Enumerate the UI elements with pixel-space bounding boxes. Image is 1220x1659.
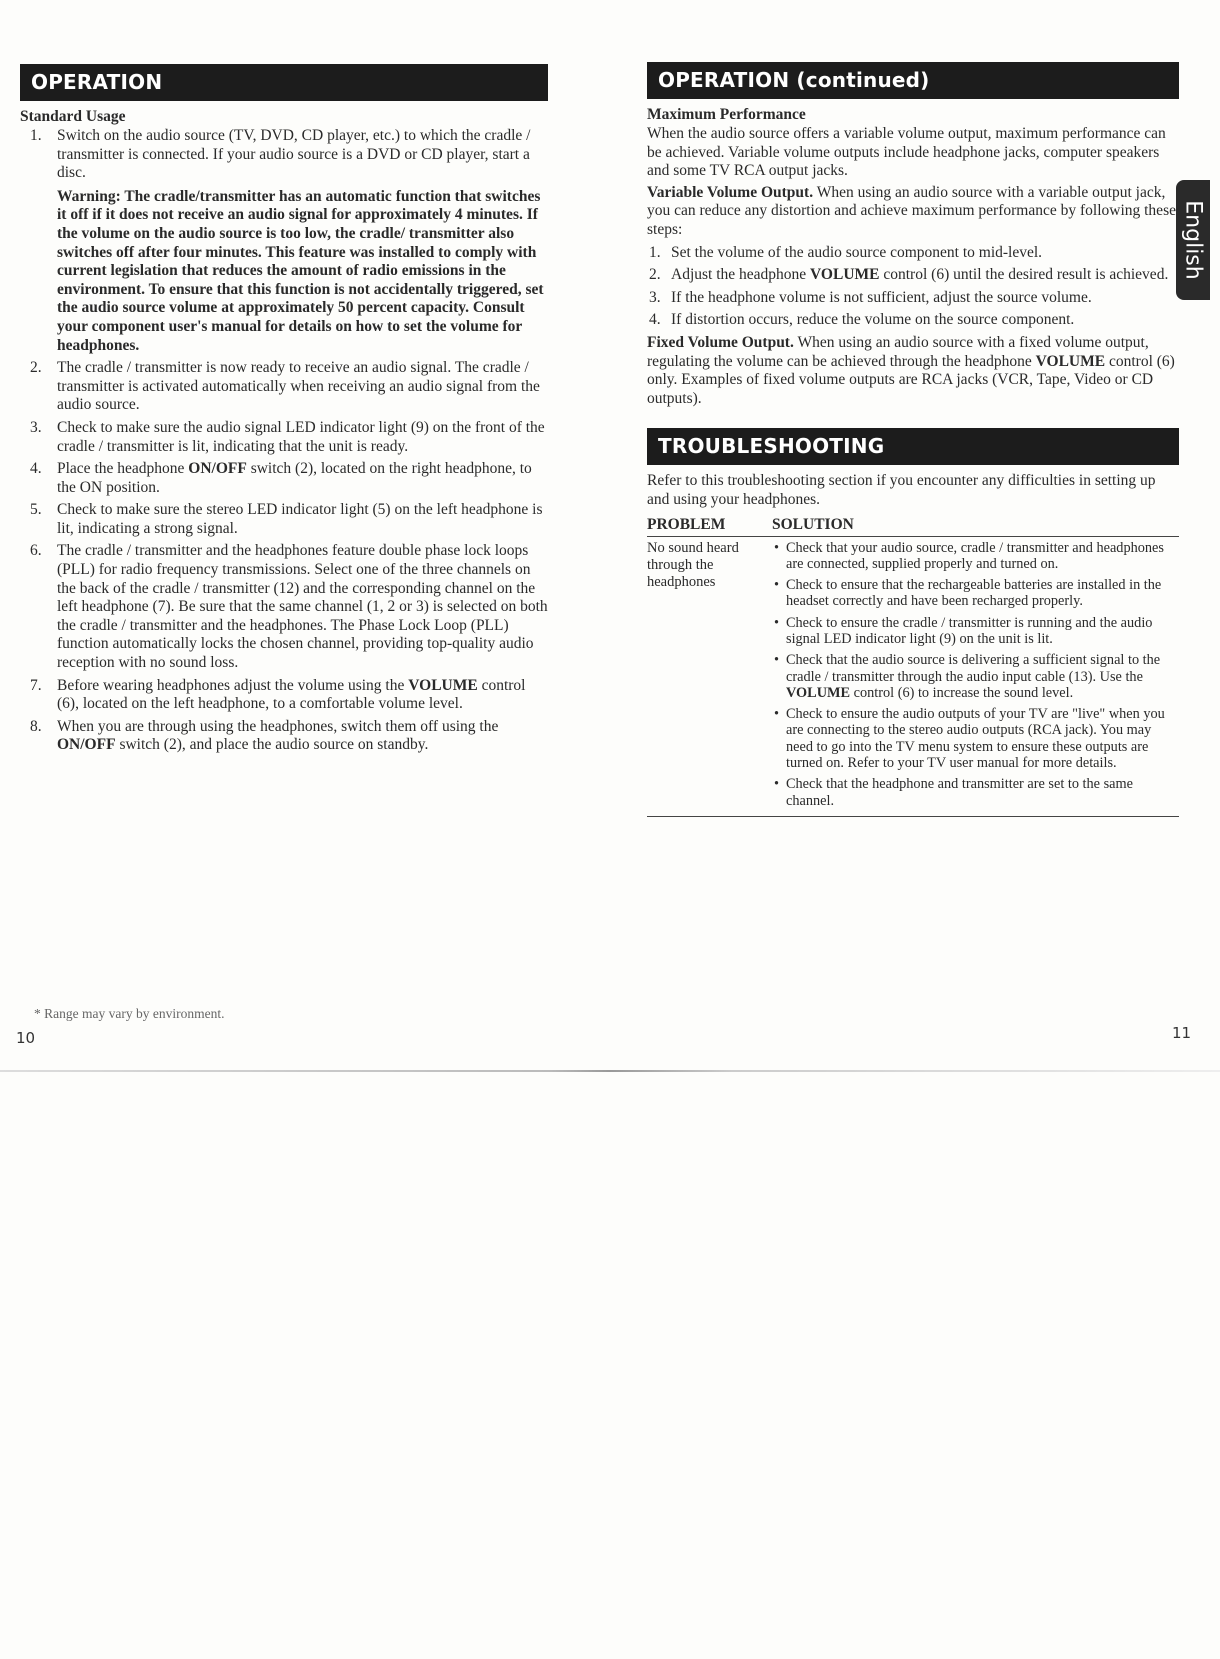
list-item: 1. Switch on the audio source (TV, DVD, CD player, etc.) to which the cradle / transmitter is connected. If your audio source is a DVD or CD player, start a disc. Warning: The cradle/transmitter has an automatic function that switches it off if it does not receive an audio signal for approximately 4 minutes. If the volume on the audio source is too low, the cradle/ transmitter also switches off after four minutes. This feature was installed to comply with current legislation that reduces the amount of radio emissions in the environment. To ensure that this function is not accidentally triggered, set the audio source volume at approximately 50 percent capacity. Consult your component user's manual for details on how to set the volume for headphones. — [20, 127, 548, 355]
language-tab — [1176, 180, 1210, 300]
troubleshooting-header: TROUBLESHOOTING — [647, 428, 1179, 465]
maximum-performance-heading: Maximum Performance — [647, 106, 806, 123]
list-item: 4. If distortion occurs, reduce the volume on the source component. — [649, 311, 1075, 329]
standard-usage-heading: Standard Usage — [20, 108, 126, 125]
list-item: 4. Place the headphone ON/OFF switch (2), located on the right headphone, to the ON position. — [30, 460, 532, 496]
operation-continued-header: OPERATION (continued) — [647, 62, 1179, 99]
steps-list — [647, 244, 1179, 330]
left-column — [20, 64, 548, 759]
footnote: * Range may vary by environment. — [34, 1006, 225, 1021]
intro-paragraph: When the audio source offers a variable volume output, maximum performance can be achieved. Variable volume outputs include headphone jacks, computer speakers and some TV RCA output jacks. — [647, 125, 1166, 180]
language-tab-label: English — [1180, 200, 1206, 280]
warning-text: Warning: The cradle/transmitter has an automatic function that switches it off if it does not receive an audio signal for approximately 4 minutes. If the volume on the audio source is too low, the cradle/ transmitter also switches off after four minutes. This feature was installed to comply with current legislation that reduces the amount of radio emissions in the environment. To ensure that this function is not accidentally triggered, set the audio source volume at approximately 50 percent capacity. Consult your component user's manual for details on how to set the volume for headphones. — [57, 187, 544, 354]
right-column — [647, 62, 1179, 817]
solution-item: • Check that the headphone and transmitter are set to the same channel. — [772, 776, 1179, 809]
list-item: 7. Before wearing headphones adjust the volume using the VOLUME control (6), located on the left headphone, to a comfortable volume level. — [30, 676, 526, 713]
solution-column-header: SOLUTION — [772, 515, 854, 533]
page-number-left: 10 — [16, 1029, 36, 1047]
list-item: 8. When you are through using the headphones, switch them off using the ON/OFF switch (2), and place the audio source on standby. — [30, 717, 499, 754]
operation-header: OPERATION — [20, 64, 548, 101]
solution-item: • Check to ensure the audio outputs of your TV are "live" when you are connecting to the stereo audio outputs (RCA jack). You may need to go into the TV menu system to ensure these outputs are turned on. Refer to your TV user manual for more details. — [772, 706, 1179, 771]
solution-cell — [772, 540, 1179, 814]
table-row — [647, 540, 1179, 814]
table-header — [647, 516, 1179, 537]
troubleshooting-intro: Refer to this troubleshooting section if you encounter any difficulties in setting up and using your headphones. — [647, 472, 1156, 508]
list-item: 2. Adjust the headphone VOLUME control (6) until the desired result is achieved. — [649, 266, 1169, 284]
fixed-volume-paragraph: Fixed Volume Output. When using an audio source with a fixed volume output, regulating the volume can be achieved through the headphone VOLUME control (6) only. Examples of fixed volume outputs are RCA jacks (VCR, Tape, Video or CD outputs). — [647, 333, 1175, 407]
solution-item: • Check to ensure that the rechargeable batteries are installed in the headset correctly and have been recharged properly. — [772, 577, 1179, 610]
solution-item: • Check to ensure the cradle / transmitter is running and the audio signal LED indicator light (9) on the unit is lit. — [772, 615, 1179, 648]
table-bottom-rule — [647, 816, 1179, 817]
list-item: 1. Set the volume of the audio source component to mid-level. — [649, 243, 1043, 261]
list-item: 5. Check to make sure the stereo LED indicator light (5) on the left headphone is lit, indicating a strong signal. — [30, 501, 543, 537]
page-fold-line — [0, 1070, 1220, 1072]
standard-usage-list — [20, 127, 548, 755]
troubleshooting-table — [647, 516, 1179, 817]
variable-volume-paragraph: Variable Volume Output. When using an audio source with a variable output jack, you can reduce any distortion and achieve maximum performance by following these steps: — [647, 183, 1176, 238]
list-item: 6. The cradle / transmitter and the headphones feature double phase lock loops (PLL) for radio frequency transmissions. Select one of the three channels on the back of the cradle / transmitter (12) and the corresponding channel on the left headphone (7). Be sure that the same channel (1, 2 or 3) is selected on both the cradle / transmitter and the headphones. The Phase Lock Loop (PLL) function automatically locks the chosen channel, providing top-quality audio reception with no sound loss. — [30, 542, 548, 672]
solution-item: • Check that the audio source is delivering a sufficient signal to the cradle / transmitter through the audio input cable (13). Use the VOLUME control (6) to increase the sound level. — [772, 652, 1179, 701]
problem-cell: No sound heard through the headphones — [647, 539, 739, 590]
page-number-right: 11 — [1172, 1024, 1192, 1042]
list-item: 3. If the headphone volume is not sufficient, adjust the source volume. — [649, 288, 1092, 306]
list-item: 3. Check to make sure the audio signal LED indicator light (9) on the front of the cradle / transmitter is lit, indicating that the unit is ready. — [30, 418, 545, 455]
problem-column-header: PROBLEM — [647, 515, 726, 533]
solution-item: • Check that your audio source, cradle / transmitter and headphones are connected, supplied properly and turned on. — [772, 540, 1179, 573]
list-item: 2. The cradle / transmitter is now ready to receive an audio signal. The cradle / transmitter is activated automatically when receiving an audio signal from the audio source. — [30, 359, 540, 414]
